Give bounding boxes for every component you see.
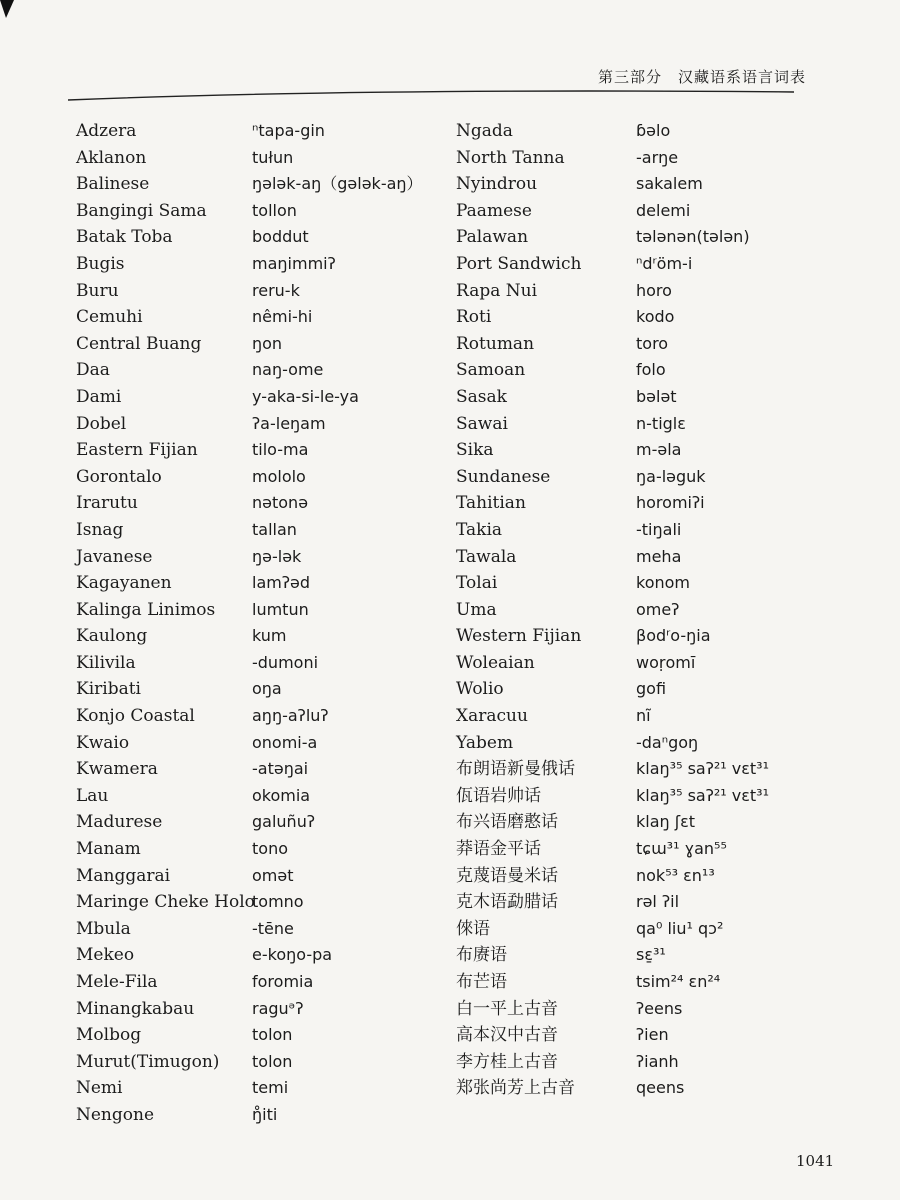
language-name: 布兴语磨憨话: [456, 812, 558, 833]
word-form: qeens: [636, 1078, 685, 1098]
word-form: tolon: [252, 1025, 293, 1045]
word-form: lamʔəd: [252, 573, 310, 593]
corner-mark: [0, 0, 22, 22]
language-name: Samoan: [456, 360, 526, 381]
language-name: Sawai: [456, 413, 508, 434]
language-name: Irarutu: [76, 493, 138, 514]
page-number: 1041: [796, 1152, 835, 1170]
language-name: Rapa Nui: [456, 280, 538, 301]
word-form: tsim²⁴ ɛn²⁴: [636, 972, 721, 991]
language-name: 郑张尚芳上古音: [456, 1078, 575, 1099]
language-name: Sundanese: [456, 466, 551, 487]
word-form: tomno: [252, 892, 304, 912]
header-rule: [68, 90, 794, 102]
language-name: Nyindrou: [456, 174, 538, 195]
language-name: Western Fijian: [456, 626, 582, 647]
language-name: 克木语勐腊话: [456, 892, 558, 913]
page-header: 第三部分 汉藏语系语言词表: [598, 68, 807, 86]
language-name: Konjo Coastal: [76, 706, 195, 727]
word-form: -tiŋali: [636, 519, 682, 539]
word-form: raguᵊʔ: [252, 998, 304, 1018]
word-form: -arŋe: [636, 147, 679, 167]
word-form: ŋə-lək: [252, 546, 302, 566]
word-form: ⁿtapa-gin: [252, 121, 325, 140]
language-name: 布芒语: [456, 972, 507, 992]
language-name: Paamese: [456, 200, 532, 221]
word-form: m-əla: [636, 440, 682, 460]
language-name: Manggarai: [76, 865, 171, 886]
language-name: 李方桂上古音: [456, 1051, 558, 1072]
word-form: mololo: [252, 466, 306, 486]
word-form: ŋ̊iti: [252, 1104, 278, 1124]
word-form: woṛomī: [636, 652, 696, 672]
word-form: klaŋ ʃɛt: [636, 812, 696, 832]
word-form: tilo-ma: [252, 440, 309, 460]
word-form: okomia: [252, 785, 311, 805]
word-form: ŋələk-aŋ（gələk-aŋ）: [252, 174, 423, 194]
word-form: n-tiglɛ: [636, 413, 686, 433]
word-form: gofi: [636, 679, 667, 699]
language-name: Daa: [76, 360, 110, 381]
language-name: Port Sandwich: [456, 253, 582, 274]
word-form: sɛ̱³¹: [636, 945, 666, 965]
language-name: Dami: [76, 386, 122, 407]
word-form: omət: [252, 865, 294, 885]
word-form: sakalem: [636, 174, 703, 194]
word-form: ʔien: [636, 1025, 669, 1045]
language-name: Molbog: [76, 1025, 142, 1046]
language-name: 莽语金平话: [456, 839, 541, 860]
language-name: Central Buang: [76, 333, 202, 354]
word-form: ŋon: [252, 333, 283, 353]
word-form: klaŋ³⁵ saʔ²¹ vɛt³¹: [636, 759, 770, 779]
language-name: Lau: [76, 785, 109, 806]
language-name: Mele-Fila: [76, 972, 158, 992]
language-name: Wolio: [456, 679, 504, 700]
language-name: Javanese: [76, 546, 153, 567]
language-name: Buru: [76, 280, 119, 301]
language-name: 布赓语: [456, 945, 507, 966]
word-form: -atəŋai: [252, 759, 309, 779]
word-form: e-koŋo-pa: [252, 945, 333, 965]
left-form-column: [252, 118, 423, 1129]
word-form: konom: [636, 573, 690, 593]
word-form: klaŋ³⁵ saʔ²¹ vɛt³¹: [636, 785, 770, 805]
word-form: ʔa-leŋam: [252, 413, 326, 433]
left-language-column: [76, 118, 255, 1129]
language-name: Kalinga Linimos: [76, 599, 216, 620]
word-form: horo: [636, 280, 672, 300]
language-name: Bangingi Sama: [76, 200, 207, 221]
language-name: Eastern Fijian: [76, 440, 198, 461]
language-name: Nemi: [76, 1078, 123, 1099]
word-form: galuñuʔ: [252, 812, 315, 832]
word-form: toro: [636, 333, 669, 353]
language-name: 布朗语新曼俄话: [456, 759, 575, 780]
language-name: Mbula: [76, 918, 131, 939]
word-form: lumtun: [252, 599, 309, 619]
language-name: 倈语: [456, 918, 490, 939]
language-name: Murut(Timugon): [76, 1051, 220, 1072]
word-form: kodo: [636, 307, 675, 327]
word-form: tallan: [252, 519, 297, 539]
word-form: tułun: [252, 147, 294, 167]
language-name: Roti: [456, 307, 492, 328]
language-name: Adzera: [76, 121, 137, 141]
language-name: Kiribati: [76, 679, 141, 700]
word-form: meha: [636, 546, 682, 566]
language-name: Sika: [456, 440, 494, 461]
right-language-column: [456, 118, 581, 1102]
word-form: βodʳo-ŋia: [636, 626, 711, 646]
language-name: 佤语岩帅话: [456, 785, 541, 806]
language-name: Kagayanen: [76, 573, 172, 594]
language-name: Aklanon: [76, 147, 147, 168]
language-name: Tolai: [456, 573, 498, 594]
word-form: nĩ: [636, 706, 651, 726]
language-name: Madurese: [76, 812, 163, 833]
word-form: ʔeens: [636, 998, 683, 1018]
language-name: 克蔑语曼米话: [456, 865, 558, 886]
word-form: tələnən(tələn): [636, 227, 750, 247]
language-name: Gorontalo: [76, 466, 162, 487]
word-form: ⁿdʳöm-i: [636, 253, 693, 273]
language-name: Tahitian: [456, 493, 526, 514]
word-form: delemi: [636, 200, 691, 220]
language-name: Balinese: [76, 174, 150, 195]
language-name: Uma: [456, 599, 497, 620]
word-form: -tēne: [252, 918, 294, 938]
language-name: North Tanna: [456, 147, 565, 168]
word-form: naŋ-ome: [252, 360, 324, 380]
language-name: Woleaian: [456, 652, 535, 673]
language-name: Takia: [456, 519, 503, 540]
word-form: -daⁿgoŋ: [636, 732, 699, 752]
word-form: tono: [252, 839, 288, 859]
language-name: 白一平上古音: [456, 998, 558, 1019]
language-name: Rotuman: [456, 333, 535, 354]
word-form: temi: [252, 1078, 289, 1098]
word-form: tollon: [252, 200, 297, 220]
language-name: Kwamera: [76, 759, 158, 780]
language-name: Ngada: [456, 121, 513, 141]
word-form: maŋimmiʔ: [252, 253, 336, 273]
language-name: Nengone: [76, 1104, 155, 1125]
language-name: Maringe Cheke Holo: [76, 892, 255, 913]
word-form: horomiʔi: [636, 493, 705, 513]
word-form: kum: [252, 626, 287, 646]
word-form: boddut: [252, 227, 309, 247]
word-form: ŋa-ləguk: [636, 466, 706, 486]
word-form: y-aka-si-le-ya: [252, 386, 359, 406]
language-name: Palawan: [456, 227, 529, 248]
word-form: nok⁵³ ɛn¹³: [636, 865, 715, 885]
word-form: bələt: [636, 386, 677, 406]
language-name: Bugis: [76, 253, 125, 274]
language-name: Minangkabau: [76, 998, 195, 1019]
language-name: Tawala: [456, 546, 517, 567]
language-name: Dobel: [76, 413, 127, 434]
language-name: Xaracuu: [456, 706, 528, 727]
word-form: aŋŋ-aʔluʔ: [252, 706, 329, 726]
language-name: Kaulong: [76, 626, 148, 647]
word-form: folo: [636, 360, 666, 380]
right-form-column: [636, 118, 769, 1102]
word-form: -dumoni: [252, 652, 319, 672]
word-form: nêmi-hi: [252, 307, 313, 327]
word-form: oŋa: [252, 679, 282, 699]
language-name: Manam: [76, 839, 141, 860]
word-form: ʔianh: [636, 1051, 679, 1071]
language-name: Mekeo: [76, 945, 135, 966]
language-name: Isnag: [76, 519, 124, 540]
word-form: omeʔ: [636, 599, 680, 619]
word-form: rəl ʔil: [636, 892, 680, 912]
language-name: Sasak: [456, 386, 507, 407]
language-name: Kilivila: [76, 652, 136, 673]
language-name: 高本汉中古音: [456, 1025, 558, 1046]
word-form: tolon: [252, 1051, 293, 1071]
word-form: nətonə: [252, 493, 309, 513]
word-form: ɓəlo: [636, 121, 671, 140]
word-form: tɕɯ³¹ ɣan⁵⁵: [636, 839, 727, 859]
word-form: qa⁰ liu¹ qɔ²: [636, 918, 724, 938]
word-form: foromia: [252, 972, 314, 991]
language-name: Batak Toba: [76, 227, 173, 248]
word-form: onomi-a: [252, 732, 318, 752]
language-name: Cemuhi: [76, 307, 143, 328]
word-form: reru-k: [252, 280, 300, 300]
language-name: Kwaio: [76, 732, 130, 753]
language-name: Yabem: [456, 732, 514, 753]
